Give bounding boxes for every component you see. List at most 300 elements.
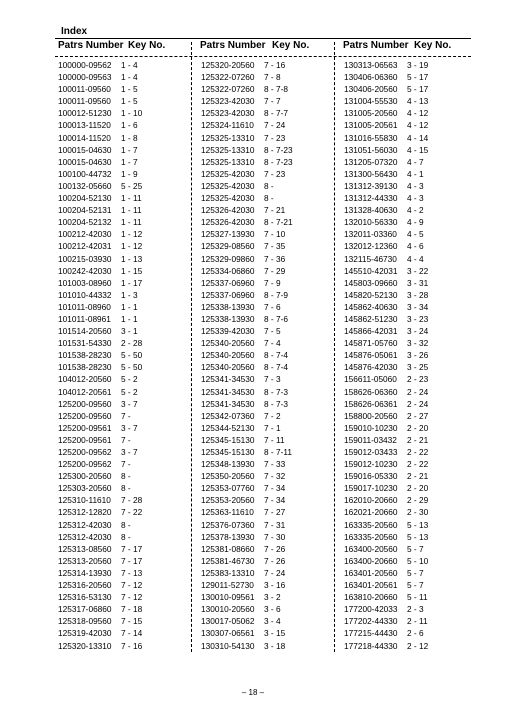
- key-number: 1 - 13: [121, 253, 143, 264]
- key-number: 3 - 7: [121, 422, 138, 433]
- key-number: 2 - 21: [407, 471, 429, 482]
- key-number: 7 - 12: [121, 580, 143, 591]
- key-number: 7 - 18: [121, 604, 143, 615]
- part-number: 130017-05062: [201, 616, 255, 627]
- key-number: 8 -: [121, 471, 131, 482]
- key-number: 1 - 11: [121, 193, 142, 204]
- part-number: 125316-20560: [58, 580, 112, 591]
- part-number: 125320-20560: [201, 60, 255, 70]
- part-number: 129011-52730: [201, 580, 254, 591]
- part-number: 131328-40630: [344, 205, 398, 216]
- part-number: 125363-11610: [201, 507, 254, 518]
- part-number: 125200-09562: [58, 459, 112, 470]
- key-number: 7 - 9: [264, 277, 281, 288]
- key-number: 7 - 16: [264, 60, 286, 70]
- part-number: 132010-56330: [344, 217, 398, 228]
- key-number: 1 - 17: [121, 277, 143, 288]
- part-number: 125376-07360: [201, 519, 255, 530]
- part-number: 125329-09860: [201, 253, 255, 264]
- key-number: 3 - 2: [264, 592, 281, 603]
- part-number: 177202-44330: [344, 616, 398, 627]
- part-number: 177200-42033: [344, 604, 398, 615]
- key-number: 1 - 12: [121, 241, 143, 252]
- part-number: 100215-03930: [58, 253, 112, 264]
- part-number: 130310-54130: [201, 640, 255, 651]
- part-number: 100204-52131: [58, 205, 112, 216]
- key-number: 7 -: [121, 434, 131, 445]
- part-number: 159011-03432: [344, 434, 397, 445]
- key-number: 5 - 17: [407, 84, 429, 95]
- part-number: 125338-13930: [201, 313, 255, 324]
- part-number: 100011-09560: [58, 96, 111, 107]
- part-number: 163335-20560: [344, 519, 398, 530]
- part-number: 125341-34530: [201, 386, 255, 397]
- part-number: 125310-11610: [58, 495, 111, 506]
- table-header: [0, 40, 506, 54]
- part-number: 125325-42030: [201, 193, 255, 204]
- key-number: 5 - 2: [121, 374, 138, 385]
- part-number: 125312-42030: [58, 531, 112, 542]
- part-number: 125303-20560: [58, 483, 112, 494]
- part-number: 131004-55530: [344, 96, 398, 107]
- part-number: 159010-10230: [344, 422, 398, 433]
- key-number: 7 - 5: [264, 326, 281, 337]
- part-number: 158800-20560: [344, 410, 398, 421]
- key-number: 5 - 7: [407, 567, 424, 578]
- part-number: 125316-53130: [58, 592, 112, 603]
- part-number: 145510-42031: [344, 265, 398, 276]
- key-number: 7 - 22: [121, 507, 143, 518]
- part-number: 125353-20560: [201, 495, 255, 506]
- key-number: 3 - 31: [407, 277, 429, 288]
- part-number: 100242-42030: [58, 265, 112, 276]
- part-number: 125344-52130: [201, 422, 255, 433]
- key-number: 7 -: [121, 459, 131, 470]
- part-number: 132115-46730: [344, 253, 397, 264]
- part-number: 177215-44430: [344, 628, 398, 639]
- key-number: 2 - 3: [407, 604, 424, 615]
- part-number: 145862-40630: [344, 301, 398, 312]
- part-number: 132012-12360: [344, 241, 398, 252]
- key-number: 7 - 16: [121, 640, 143, 651]
- part-number: 100000-09562: [58, 60, 112, 70]
- key-number: 7 - 24: [264, 567, 286, 578]
- part-number: 125348-13930: [201, 459, 255, 470]
- key-number: 1 - 12: [121, 229, 143, 240]
- part-number: 162021-20660: [344, 507, 398, 518]
- part-number: 156611-05060: [344, 374, 397, 385]
- column-header-key-no: Key No.: [128, 40, 166, 51]
- key-number: 2 - 6: [407, 628, 424, 639]
- key-number: 3 - 25: [407, 362, 429, 373]
- part-number: 159012-03433: [344, 447, 398, 457]
- key-number: 5 - 50: [121, 362, 143, 373]
- key-number: 7 - 34: [264, 495, 286, 506]
- part-number: 125383-13310: [201, 567, 255, 578]
- key-number: 8 -: [264, 180, 274, 191]
- key-number: 3 - 1: [121, 326, 138, 337]
- key-number: 8 - 7-9: [264, 289, 288, 300]
- part-number: 125327-13930: [201, 229, 255, 240]
- part-number: 130010-09561: [201, 592, 255, 603]
- key-number: 7 - 23: [264, 132, 286, 143]
- key-number: 2 - 27: [407, 410, 429, 421]
- part-number: 145876-42030: [344, 362, 398, 373]
- key-number: 1 - 4: [121, 60, 138, 70]
- key-number: 3 - 26: [407, 350, 429, 361]
- key-number: 2 - 30: [407, 507, 429, 518]
- key-number: 7 - 26: [264, 555, 286, 566]
- key-number: 1 - 10: [121, 108, 143, 119]
- key-number: 4 - 6: [407, 241, 424, 252]
- column-header-part-number: Patrs Number: [200, 40, 266, 51]
- key-number: 1 - 5: [121, 84, 138, 95]
- part-number: 101011-08960: [58, 301, 111, 312]
- column-header-key-no: Key No.: [414, 40, 452, 51]
- part-number: 125318-09560: [58, 616, 112, 627]
- key-number: 5 - 7: [407, 580, 424, 591]
- part-number: 125325-13310: [201, 156, 255, 167]
- key-number: 8 -: [121, 483, 131, 494]
- column-divider: [334, 42, 335, 652]
- part-number: 104012-20561: [58, 386, 112, 397]
- key-number: 1 - 4: [121, 72, 138, 83]
- part-number: 125345-15130: [201, 447, 255, 457]
- key-number: 8 - 7-7: [264, 108, 288, 119]
- key-number: 1 - 6: [121, 120, 138, 131]
- key-number: 7 - 26: [264, 543, 286, 554]
- key-number: 7 - 30: [264, 531, 286, 542]
- part-number: 130406-06360: [344, 72, 398, 83]
- part-number: 125317-06860: [58, 604, 112, 615]
- column-header-part-number: Patrs Number: [343, 40, 409, 51]
- key-number: 4 - 15: [407, 144, 429, 155]
- part-number: 101003-08960: [58, 277, 112, 288]
- key-number: 4 - 12: [407, 120, 429, 131]
- key-number: 7 - 33: [264, 459, 286, 470]
- part-number: 100204-52132: [58, 217, 112, 228]
- part-number: 125326-42030: [201, 217, 255, 228]
- part-number: 100212-42031: [58, 241, 112, 252]
- key-number: 4 - 3: [407, 180, 424, 191]
- key-number: 8 - 7-21: [264, 217, 293, 228]
- part-number: 159012-10230: [344, 459, 398, 470]
- key-number: 3 - 19: [407, 60, 429, 70]
- part-number: 130307-06561: [201, 628, 255, 639]
- key-number: 5 - 17: [407, 72, 429, 83]
- part-number: 100013-11520: [58, 120, 111, 131]
- key-number: 2 - 29: [407, 495, 429, 506]
- part-number: 125200-09561: [58, 422, 112, 433]
- key-number: 7 - 13: [121, 567, 143, 578]
- key-number: 7 - 11: [264, 434, 285, 445]
- key-number: 8 - 7-4: [264, 362, 288, 373]
- part-number: 101010-44332: [58, 289, 112, 300]
- key-number: 7 - 3: [264, 374, 281, 385]
- part-number: 125339-42030: [201, 326, 255, 337]
- key-number: 7 - 17: [121, 555, 143, 566]
- key-number: 4 - 4: [407, 253, 424, 264]
- key-number: 4 - 9: [407, 217, 424, 228]
- part-number: 101538-28230: [58, 362, 112, 373]
- key-number: 3 - 23: [407, 313, 429, 324]
- key-number: 3 - 18: [264, 640, 286, 651]
- key-number: 1 - 1: [121, 301, 138, 312]
- key-number: 2 - 11: [407, 616, 428, 627]
- part-number: 125312-42030: [58, 519, 112, 530]
- key-number: 4 - 14: [407, 132, 429, 143]
- key-number: 8 - 7-6: [264, 313, 288, 324]
- part-number: 163335-20560: [344, 531, 398, 542]
- part-number: 125378-13930: [201, 531, 255, 542]
- part-number: 163401-20560: [344, 567, 398, 578]
- key-number: 5 - 7: [407, 543, 424, 554]
- part-number: 131312-39130: [344, 180, 398, 191]
- key-number: 1 - 15: [121, 265, 143, 276]
- part-number: 158626-06360: [344, 386, 398, 397]
- part-number: 125341-34530: [201, 398, 255, 409]
- page-title: Index: [61, 26, 88, 37]
- key-number: 7 - 8: [264, 72, 281, 83]
- part-number: 125325-13310: [201, 144, 255, 155]
- part-number: 145820-52130: [344, 289, 398, 300]
- part-number: 125326-42030: [201, 205, 255, 216]
- part-number: 159016-05330: [344, 471, 398, 482]
- key-number: 1 - 5: [121, 96, 138, 107]
- part-number: 100014-11520: [58, 132, 111, 143]
- key-number: 3 - 7: [121, 447, 138, 457]
- part-number: 145866-42031: [344, 326, 398, 337]
- part-number: 162010-20660: [344, 495, 398, 506]
- part-number: 131051-56030: [344, 144, 398, 155]
- key-number: 5 - 25: [121, 180, 143, 191]
- part-number: 125340-20560: [201, 362, 255, 373]
- part-number: 125381-08660: [201, 543, 255, 554]
- part-number: 104012-20560: [58, 374, 112, 385]
- key-number: 8 -: [264, 193, 274, 204]
- part-number: 125325-13310: [201, 132, 255, 143]
- key-number: 4 - 5: [407, 229, 424, 240]
- part-number: 100011-09560: [58, 84, 111, 95]
- key-number: 2 - 12: [407, 640, 429, 651]
- key-number: 8 - 7-4: [264, 350, 288, 361]
- part-number: 125319-42030: [58, 628, 112, 639]
- part-number: 101011-08961: [58, 313, 111, 324]
- key-number: 7 - 7: [264, 96, 281, 107]
- key-number: 8 - 7-8: [264, 84, 288, 95]
- header-divider: [55, 56, 471, 57]
- part-number: 125323-42030: [201, 108, 255, 119]
- part-number: 130406-20560: [344, 84, 398, 95]
- part-number: 125200-09561: [58, 434, 112, 445]
- key-number: 4 - 7: [407, 156, 424, 167]
- page-number: – 18 –: [241, 688, 265, 697]
- key-number: 7 - 2: [264, 410, 281, 421]
- part-number: 101531-54330: [58, 338, 112, 349]
- part-number: 125314-13930: [58, 567, 112, 578]
- part-number: 125381-46730: [201, 555, 255, 566]
- part-number: 125324-11610: [201, 120, 254, 131]
- key-number: 8 -: [121, 519, 131, 530]
- key-number: 2 - 21: [407, 434, 429, 445]
- part-number: 100204-52130: [58, 193, 112, 204]
- key-number: 1 - 8: [121, 132, 138, 143]
- key-number: 2 - 20: [407, 483, 429, 494]
- key-number: 7 - 31: [264, 519, 286, 530]
- key-number: 1 - 11: [121, 217, 142, 228]
- key-number: 7 - 35: [264, 241, 286, 252]
- part-number: 100015-04630: [58, 156, 112, 167]
- key-number: 3 - 4: [264, 616, 281, 627]
- part-number: 145876-05061: [344, 350, 398, 361]
- key-number: 7 - 23: [264, 168, 286, 179]
- part-number: 125345-15130: [201, 434, 255, 445]
- part-number: 100212-42030: [58, 229, 112, 240]
- key-number: 7 - 14: [121, 628, 143, 639]
- top-rule: [55, 38, 471, 39]
- part-number: 131300-56430: [344, 168, 398, 179]
- part-number: 125312-12820: [58, 507, 112, 518]
- part-number: 125322-07260: [201, 72, 255, 83]
- key-number: 7 - 10: [264, 229, 286, 240]
- part-number: 101538-28230: [58, 350, 112, 361]
- part-number: 100012-51230: [58, 108, 112, 119]
- part-number: 125337-06960: [201, 289, 255, 300]
- key-number: 2 - 22: [407, 459, 429, 470]
- key-number: 1 - 1: [121, 313, 138, 324]
- part-number: 131016-55830: [344, 132, 398, 143]
- part-number: 125334-06860: [201, 265, 255, 276]
- part-number: 125353-07760: [201, 483, 255, 494]
- key-number: 3 - 15: [264, 628, 286, 639]
- key-number: 7 - 4: [264, 338, 281, 349]
- column-header-part-number: Patrs Number: [58, 40, 124, 51]
- part-number: 125325-42030: [201, 180, 255, 191]
- part-number: 125342-07360: [201, 410, 255, 421]
- key-number: 7 - 27: [264, 507, 286, 518]
- part-number: 125200-09562: [58, 447, 112, 457]
- key-number: 4 - 12: [407, 108, 429, 119]
- key-number: 8 - 7-23: [264, 144, 293, 155]
- key-number: 8 - 7-11: [264, 447, 292, 457]
- column-divider: [191, 42, 192, 652]
- part-number: 125200-09560: [58, 410, 112, 421]
- part-number: 125350-20560: [201, 471, 255, 482]
- part-number: 125338-13930: [201, 301, 255, 312]
- key-number: 7 - 32: [264, 471, 286, 482]
- key-number: 3 - 24: [407, 326, 429, 337]
- key-number: 7 - 15: [121, 616, 143, 627]
- part-number: 177218-44330: [344, 640, 398, 651]
- part-number: 125325-42030: [201, 168, 255, 179]
- part-number: 131205-07320: [344, 156, 398, 167]
- part-number: 131312-44330: [344, 193, 398, 204]
- key-number: 3 - 22: [407, 265, 429, 276]
- part-number: 125341-34530: [201, 374, 255, 385]
- key-number: 8 -: [121, 531, 131, 542]
- part-number: 125320-13310: [58, 640, 112, 651]
- part-number: 130010-20560: [201, 604, 255, 615]
- part-number: 132011-03360: [344, 229, 397, 240]
- key-number: 4 - 13: [407, 96, 429, 107]
- key-number: 7 - 36: [264, 253, 286, 264]
- key-number: 2 - 22: [407, 447, 429, 457]
- part-number: 100000-09563: [58, 72, 112, 83]
- key-number: 8 - 7-23: [264, 156, 293, 167]
- key-number: 7 -: [121, 410, 131, 421]
- part-number: 125340-20560: [201, 338, 255, 349]
- key-number: 2 - 23: [407, 374, 429, 385]
- key-number: 3 - 34: [407, 301, 429, 312]
- part-number: 125329-08560: [201, 241, 255, 252]
- key-number: 1 - 11: [121, 205, 142, 216]
- key-number: 5 - 50: [121, 350, 143, 361]
- key-number: 7 - 24: [264, 120, 286, 131]
- key-number: 3 - 7: [121, 398, 138, 409]
- key-number: 8 - 7-3: [264, 398, 288, 409]
- key-number: 2 - 24: [407, 386, 429, 397]
- key-number: 1 - 3: [121, 289, 138, 300]
- part-number: 125322-07260: [201, 84, 255, 95]
- key-number: 1 - 7: [121, 144, 138, 155]
- part-number: 163401-20561: [344, 580, 398, 591]
- key-number: 4 - 2: [407, 205, 424, 216]
- key-number: 2 - 28: [121, 338, 143, 349]
- key-number: 3 - 16: [264, 580, 286, 591]
- key-number: 7 - 21: [264, 205, 286, 216]
- key-number: 3 - 28: [407, 289, 429, 300]
- key-number: 7 - 12: [121, 592, 143, 603]
- part-number: 163400-20560: [344, 543, 398, 554]
- part-number: 125313-20560: [58, 555, 112, 566]
- part-number: 100015-04630: [58, 144, 112, 155]
- part-number: 101514-20560: [58, 326, 112, 337]
- part-number: 125313-08560: [58, 543, 112, 554]
- key-number: 7 - 1: [264, 422, 281, 433]
- key-number: 5 - 10: [407, 555, 429, 566]
- key-number: 5 - 13: [407, 519, 429, 530]
- part-number: 131005-20561: [344, 120, 398, 131]
- key-number: 5 - 13: [407, 531, 429, 542]
- key-number: 8 - 7-3: [264, 386, 288, 397]
- part-number: 130313-06563: [344, 60, 398, 70]
- key-number: 7 - 17: [121, 543, 143, 554]
- part-number: 125323-42030: [201, 96, 255, 107]
- column-header-key-no: Key No.: [272, 40, 310, 51]
- key-number: 5 - 11: [407, 592, 428, 603]
- part-number: 163810-20660: [344, 592, 398, 603]
- part-number: 125200-09560: [58, 398, 112, 409]
- part-number: 125300-20560: [58, 471, 112, 482]
- key-number: 7 - 28: [121, 495, 143, 506]
- part-number: 145803-09660: [344, 277, 398, 288]
- part-number: 158626-06361: [344, 398, 398, 409]
- part-number: 159017-10230: [344, 483, 398, 494]
- part-number: 125337-06960: [201, 277, 255, 288]
- key-number: 2 - 20: [407, 422, 429, 433]
- key-number: 1 - 9: [121, 168, 138, 179]
- key-number: 5 - 2: [121, 386, 138, 397]
- key-number: 4 - 3: [407, 193, 424, 204]
- part-number: 100132-05660: [58, 180, 112, 191]
- key-number: 7 - 29: [264, 265, 286, 276]
- key-number: 4 - 1: [407, 168, 424, 179]
- part-number: 100100-44732: [58, 168, 112, 179]
- key-number: 7 - 6: [264, 301, 281, 312]
- part-number: 125340-20560: [201, 350, 255, 361]
- key-number: 3 - 6: [264, 604, 281, 615]
- part-number: 145871-05760: [344, 338, 398, 349]
